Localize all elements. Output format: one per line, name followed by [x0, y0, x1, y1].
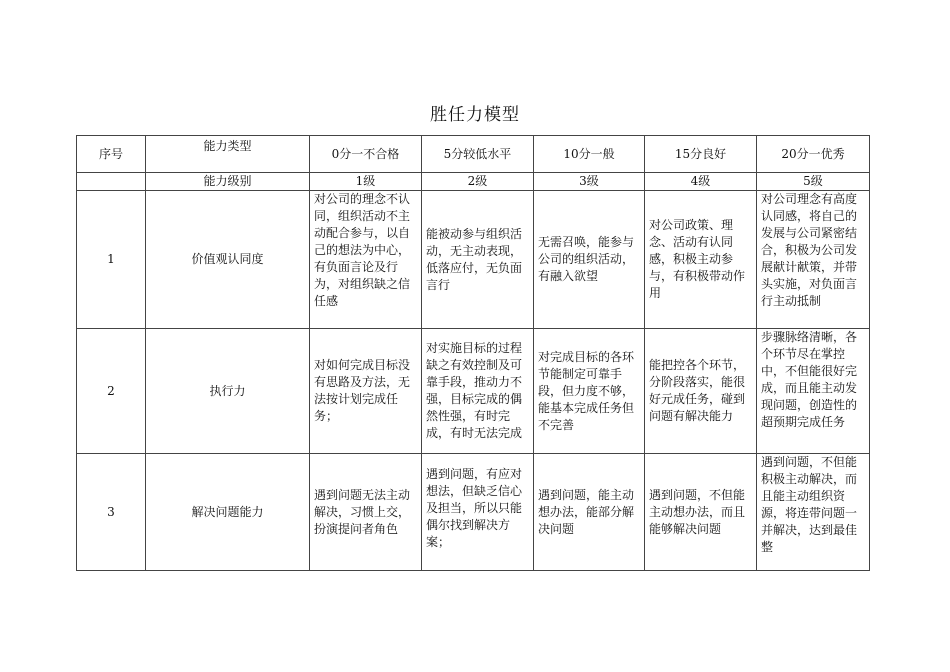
table-row	[77, 329, 870, 454]
level-row	[77, 173, 870, 191]
row-cell: 能把控各个环节，分阶段落实，能很好元成任务，碰到问题有解决能力	[645, 329, 757, 454]
header-seq: 序号	[77, 136, 146, 173]
row-cell: 对如何完成目标没有思路及方法，无法按计划完成任务；	[310, 329, 422, 454]
row-cell: 无需召唤，能参与公司的组织活动，有融入欲望	[534, 191, 645, 329]
header-row	[77, 136, 870, 173]
row-cell: 遇到问题无法主动解决，习惯上交，扮演提问者角色	[310, 454, 422, 571]
row-competency-name: 解决问题能力	[146, 454, 310, 571]
level-value: 4级	[645, 173, 757, 191]
row-cell: 遇到问题，不但能积极主动解决，而且能主动组织资源，将连带问题一并解决，达到最佳整	[757, 454, 870, 571]
row-cell: 能被动参与组织活动，无主动表现，低落应付，无负面言行	[422, 191, 534, 329]
row-cell: 对完成目标的各环节能制定可靠手段，但力度不够，能基本完成任务但不完善	[534, 329, 645, 454]
row-cell: 步骤脉络清晰，各个环节尽在掌控中，不但能很好完成，而且能主动发现问题，创造性的超预期完成任务	[757, 329, 870, 454]
page-title: 胜任力模型	[430, 105, 520, 125]
row-cell: 对公司政策、理念、活动有认同感，积极主动参与，有积极带动作用	[645, 191, 757, 329]
header-type: 能力类型	[146, 136, 310, 173]
table-row	[77, 454, 870, 571]
row-cell: 对实施目标的过程缺之有效控制及可靠手段，推动力不强，目标完成的偶然性强，有时完成，有时无法完成	[422, 329, 534, 454]
row-competency-name: 执行力	[146, 329, 310, 454]
row-cell: 对公司理念有高度认同感，将自己的发展与公司紧密结合，积极为公司发展献计献策，并带头实施，对负面言行主动抵制	[757, 191, 870, 329]
table-row	[77, 191, 870, 329]
row-cell: 遇到问题，不但能主动想办法，而且能够解决问题	[645, 454, 757, 571]
row-seq: 1	[77, 191, 146, 329]
level-value: 1级	[310, 173, 422, 191]
row-cell: 对公司的理念不认同，组织活动不主动配合参与，以自己的想法为中心，有负面言论及行为，对组织缺之信任感	[310, 191, 422, 329]
competency-table	[76, 135, 870, 571]
level-value: 2级	[422, 173, 534, 191]
header-level-5: 5分较低水平	[422, 136, 534, 173]
level-value: 5级	[757, 173, 870, 191]
row-competency-name: 价值观认同度	[146, 191, 310, 329]
header-level-20: 20分一优秀	[757, 136, 870, 173]
header-level-10: 10分一般	[534, 136, 645, 173]
level-row-label: 能力级别	[146, 173, 310, 191]
level-row-blank	[77, 173, 146, 191]
row-seq: 2	[77, 329, 146, 454]
row-seq: 3	[77, 454, 146, 571]
header-level-0: 0分一不合格	[310, 136, 422, 173]
header-level-15: 15分良好	[645, 136, 757, 173]
level-value: 3级	[534, 173, 645, 191]
row-cell: 遇到问题，能主动想办法，能部分解决问题	[534, 454, 645, 571]
row-cell: 遇到问题，有应对想法，但缺乏信心及担当，所以只能偶尔找到解决方案；	[422, 454, 534, 571]
